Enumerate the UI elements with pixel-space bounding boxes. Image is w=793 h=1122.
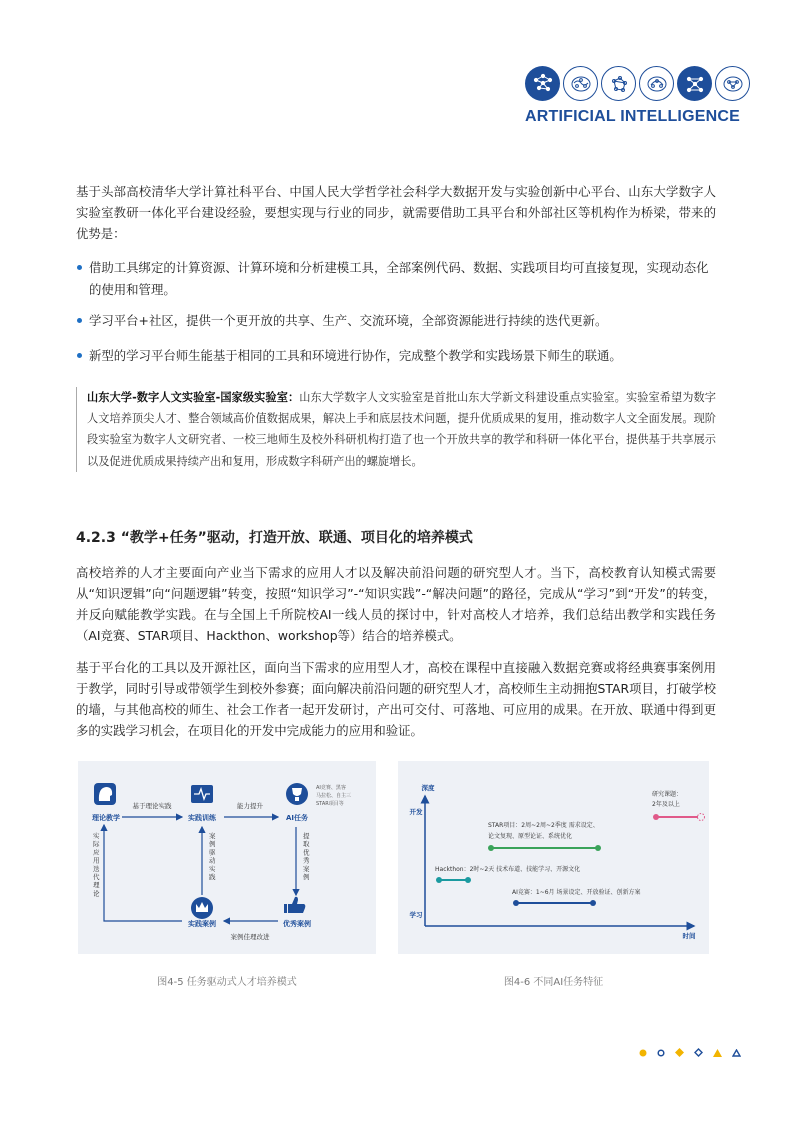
ai-label: AI竞赛：1~6月 场景设定、开放验证、创新方案 xyxy=(512,889,641,896)
research-label-1: 研究课题： xyxy=(652,791,683,798)
logo-text: ARTIFICIAL INTELLIGENCE xyxy=(525,108,740,125)
research-end-dot xyxy=(698,814,705,821)
figure-training-model xyxy=(78,761,376,954)
head-gear-icon xyxy=(94,783,116,805)
ai-note-line-2: 马拉松、自主三 xyxy=(316,793,352,799)
node-case-label: 实践案例 xyxy=(188,920,216,928)
figure-ai-task-features xyxy=(398,761,709,954)
ai-start-dot xyxy=(513,900,519,906)
trophy-icon xyxy=(286,783,308,805)
hack-end-dot xyxy=(465,877,471,883)
research-label-2: 2年及以上 xyxy=(652,801,680,808)
node-theory-label: 理论教学 xyxy=(92,814,120,822)
star-end-dot xyxy=(595,845,601,851)
y-axis-mid-label: 开发 xyxy=(409,808,423,816)
quote-body: 山东大学数字人文实验室是首批山东大学新文科建设重点实验室。实验室希望为数字人文培养顶尖人才、整合领域高价值数据成果，解决上手和底层技术问题，提升优质成果的复用，推动数字人文全面发展。现阶段实验室为数字人文研究者、一校三地师生及校外科研机构打造了也一个开放共享的教学和科研一体化平台，提供基于共享展示以及促进优质成果持续产出和复用，形成数字科研产出的螺旋增长。 xyxy=(87,391,716,468)
section-paragraph-1: 高校培养的人才主要面向产业当下需求的应用人才以及解决前沿问题的研究型人才。当下，高校教育认知模式需要从“知识逻辑”向“问题逻辑”转变，按照“知识学习”-“知识实践”-“解决问题”的路径，完成从“学习”到“开发”的转变，并反向赋能教学实践。在与全国上千所院校AI一线人员的探讨中，针对高校人才培养，我们总结出教学和实践任务（AI竞赛、STAR项目、Hackthon、workshop等）结合的培养模式。 xyxy=(76,565,716,643)
brain-outline-icon xyxy=(563,66,598,101)
list-item: 新型的学习平台师生能基于相同的工具和环境进行协作，完成整个教学和实践场景下师生的联通。 xyxy=(76,345,716,367)
edge-right-label: 提取优秀案例 xyxy=(303,832,310,881)
crown-icon xyxy=(191,897,213,919)
y-axis-top-label: 深度 xyxy=(421,784,435,792)
arrow-case-theory xyxy=(104,825,182,921)
star-label-2: 论文复现、原型论证、系统优化 xyxy=(488,833,573,840)
x-axis-label: 时间 xyxy=(682,932,696,940)
ai-end-dot xyxy=(590,900,596,906)
monitor-pulse-icon xyxy=(191,785,213,803)
thumbs-up-icon xyxy=(284,897,305,913)
intro-paragraph: 基于头部高校清华大学计算社科平台、中国人民大学哲学社会科学大数据开发与实验创新中心平台、山东大学数字人实验室教研一体化平台建设经验，要想实现与行业的同步，就需要借助工具平台和外部社区等机构作为桥梁，带来的优势是： xyxy=(76,184,716,241)
edge-bottom-label: 案例佳理改进 xyxy=(230,933,270,941)
figure-6-caption: 图4-6 不同AI任务特征 xyxy=(503,977,604,988)
figure-5-caption: 图4-5 任务驱动式人才培养模式 xyxy=(157,977,297,988)
star-start-dot xyxy=(488,845,494,851)
lab-quote-block xyxy=(76,387,716,472)
logo-icons xyxy=(525,66,750,101)
edge-mid-label: 案例驱动实践 xyxy=(209,832,216,881)
edge-practice-ai-label: 能力提升 xyxy=(237,802,263,810)
brain-outline-icon xyxy=(715,66,750,101)
node-ai-label: AI任务 xyxy=(285,814,309,822)
list-item: 借助工具绑定的计算资源、计算环境和分析建模工具，全部案例代码、数据、实践项目均可直接复现，实现动态化的使用和管理。 xyxy=(76,257,716,301)
ai-note-line-3: STAR项目等 xyxy=(316,801,344,807)
yellow-circle-icon xyxy=(639,1049,647,1057)
hack-start-dot xyxy=(436,877,442,883)
quote-title: 山东大学-数字人文实验室-国家级实验室： xyxy=(87,391,300,404)
blue-ring-icon xyxy=(657,1049,665,1057)
edge-theory-practice-label: 基于理论实践 xyxy=(132,802,172,810)
blue-diamond-outline-icon xyxy=(694,1048,703,1057)
list-item: 学习平台+社区，提供一个更开放的共享、生产、交流环境，全部资源能进行持续的迭代更新。 xyxy=(76,310,716,332)
yellow-diamond-icon xyxy=(675,1048,684,1057)
brain-outline-icon xyxy=(639,66,674,101)
research-start-dot xyxy=(653,814,659,820)
brain-outline-icon xyxy=(601,66,636,101)
node-excellent-label: 优秀案例 xyxy=(283,920,311,928)
blue-triangle-outline-icon xyxy=(732,1049,741,1057)
hack-label: Hackthon：2时~2天 技术布道、技能学习、开源文化 xyxy=(435,866,581,873)
edge-left-label: 实际应用迭代理论 xyxy=(93,832,100,898)
y-axis-bottom-label: 学习 xyxy=(409,911,423,919)
section-paragraph-2: 基于平台化的工具以及开源社区，面向当下需求的应用型人才，高校在课程中直接融入数据竞赛或将经典赛事案例用于教学，同时引导或带领学生到校外参赛；面向解决前沿问题的研究型人才，高校师生主动拥抱STAR项目，打破学校的墙，与其他高校的师生、社会工作者一起开发研讨，产出可交付、可落地、可应用的成果。在开放、联通中得到更多的实践学习机会，在项目化的开发中完成能力的应用和验证。 xyxy=(76,660,716,738)
node-practice-label: 实践训练 xyxy=(188,814,216,822)
neural-network-brain-icon xyxy=(677,66,712,101)
yellow-triangle-icon xyxy=(713,1049,722,1057)
neural-network-brain-icon xyxy=(525,66,560,101)
footer-decoration xyxy=(639,1048,741,1057)
ai-note-line-1: AI竞赛、黑客 xyxy=(316,785,346,791)
star-label-1: STAR项目：2周~2周~2季度 需求设定、 xyxy=(488,822,599,829)
section-heading: 4.2.3 “教学+任务”驱动，打造开放、联通、项目化的培养模式 xyxy=(76,530,473,546)
